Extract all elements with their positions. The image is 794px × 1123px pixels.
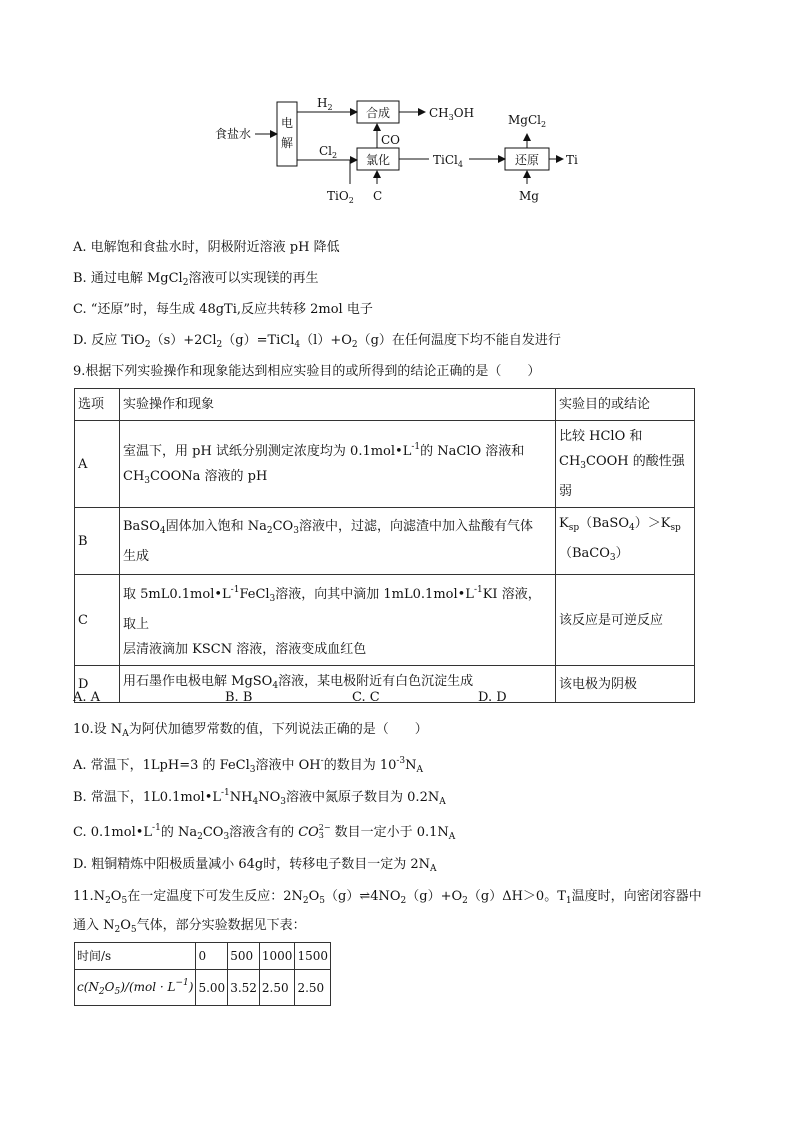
q11-l1-s5: 2 xyxy=(400,896,407,906)
row-c-operation xyxy=(120,575,556,666)
row-d-op-2: 溶液，某电极附近有白色沉淀生成 xyxy=(278,674,474,689)
q8-option-b xyxy=(73,269,318,293)
q10-a-sub2: A xyxy=(416,765,424,775)
row-b-op-3: CO xyxy=(272,518,294,534)
conc-sub2: 5 xyxy=(114,987,121,997)
h2-label: $H_2$ xyxy=(317,96,333,112)
conc-1500: 2.50 xyxy=(295,970,331,1006)
q11-l1-3: 在一定温度下可发生反应：2N xyxy=(127,889,303,904)
q8-d-t2: （s）+2Cl xyxy=(150,333,217,348)
q10-option-a xyxy=(73,751,423,780)
q10-b-4: 溶液中氮原子数目为 0.2N xyxy=(286,790,440,805)
time-0: 0 xyxy=(196,943,228,970)
row-c-op-1: 取 5mL0.1mol•L xyxy=(123,587,231,602)
header-operation: 实验操作和现象 xyxy=(120,389,556,421)
q9-option-d: D. D xyxy=(478,690,507,705)
q10-option-c xyxy=(73,818,455,847)
conc-500: 3.52 xyxy=(228,970,260,1006)
q8-b-text-2: 溶液可以实现镁的再生 xyxy=(188,271,319,286)
table-row xyxy=(75,508,695,575)
carbonate-ion: CO xyxy=(298,825,319,840)
row-c-op-5: 层清液滴加 KSCN 溶液，溶液变成血红色 xyxy=(123,642,367,657)
q10-b-2: NH xyxy=(229,790,253,805)
q11-stem-line1 xyxy=(73,887,702,911)
q11-l1-2: O xyxy=(110,889,122,904)
row-a-op-4: COONa 溶液的 pH xyxy=(150,468,268,484)
q10-c-1: C. 0.1mol•L xyxy=(73,825,153,840)
row-b-res-sub3: sp xyxy=(670,523,681,533)
conc-1000: 2.50 xyxy=(259,970,295,1006)
row-b-res-2: （BaSO xyxy=(579,516,629,531)
q10-a-sup2: -3 xyxy=(396,756,406,766)
row-d-op-1: 用石墨作电极电解 MgSO xyxy=(123,674,273,689)
header-conclusion: 实验目的或结论 xyxy=(556,389,695,421)
row-b-op-sub2: 2 xyxy=(266,525,273,536)
q11-l1-7: （g）ΔH＞0。T xyxy=(467,889,566,904)
q11-l1-s2: 5 xyxy=(121,896,128,906)
table-row xyxy=(75,943,331,970)
q11-l2-s2: 5 xyxy=(130,925,137,935)
q10-c-sub2: 3 xyxy=(223,832,230,842)
row-b-op-1: BaSO xyxy=(123,518,160,534)
row-a-operation xyxy=(120,421,556,508)
q10-d-sub: A xyxy=(430,864,437,874)
q10-option-d xyxy=(73,855,437,879)
electrolysis-char-1: 电 xyxy=(281,116,294,130)
tio2-label: TiO$_2$ xyxy=(327,189,354,205)
reduction-label: 还原 xyxy=(515,153,540,167)
co-label: CO xyxy=(381,133,401,147)
q10-stem xyxy=(73,720,428,744)
q8-d-t5: （g）在任何温度下均不能自发进行 xyxy=(357,333,561,348)
q8-option-c xyxy=(73,300,373,320)
row-b-res-1: K xyxy=(559,516,569,531)
ch3oh-label: $CH_3OH$ xyxy=(429,106,475,122)
row-d-conclusion: 该电极为阴极 xyxy=(556,666,695,703)
row-b-res-sub2: 4 xyxy=(628,523,635,533)
row-b-conclusion xyxy=(556,508,695,575)
row-a-res-2: CH xyxy=(559,454,581,469)
electrolysis-box xyxy=(277,102,297,166)
conc-0: 5.00 xyxy=(196,970,228,1006)
row-b-op-sub1: 4 xyxy=(159,525,166,536)
q11-l2-2: O xyxy=(120,918,131,933)
table-row xyxy=(75,575,695,666)
q10-c-3: CO xyxy=(202,825,224,840)
q8-d-s3: 4 xyxy=(294,340,301,350)
q8-a-text: A. 电解饱和食盐水时，阴极附近溶液 pH 降低 xyxy=(73,240,340,255)
q10-a-3: 的数目为 10 xyxy=(323,758,397,773)
q10-c-4: 溶液含有的 xyxy=(229,825,295,840)
q10-stem-sub: A xyxy=(122,729,129,739)
conc-mid: )/(mol · L xyxy=(120,980,176,994)
q9-option-a: A. A xyxy=(73,690,101,705)
q10-stem-2: 为阿伏加德罗常数的值，下列说法正确的是（ ） xyxy=(128,722,428,737)
row-a-op-1: 室温下，用 pH 试纸分别测定浓度均为 0.1mol•L xyxy=(123,443,412,459)
q9-option-c: C. C xyxy=(352,690,380,705)
q11-l1-s7: 1 xyxy=(565,896,572,906)
flow-svg xyxy=(205,88,595,213)
q10-a-sup1: - xyxy=(320,756,324,766)
row-b-op-sub3: 3 xyxy=(293,525,299,536)
input-label: 食盐水 xyxy=(215,127,252,141)
q11-l1-6: （g）+O xyxy=(406,889,463,904)
q9-stem-text: 9.根据下列实验操作和现象能达到相应实验目的或所得到的结论正确的是（ ） xyxy=(73,364,541,379)
q8-d-s1: 2 xyxy=(144,340,151,350)
q10-c-2: 的 Na xyxy=(160,825,198,840)
q10-b-sup: -1 xyxy=(221,788,230,798)
row-b-op-4: 溶液中，过滤，向滤渣中加入盐酸有气体 xyxy=(298,518,533,534)
q11-l2-s1: 2 xyxy=(114,925,121,935)
q8-c-text: C. “还原”时，每生成 48gTi,反应共转移 2mol 电子 xyxy=(73,302,373,317)
time-1500: 1500 xyxy=(295,943,331,970)
table-row xyxy=(75,421,695,508)
time-1000: 1000 xyxy=(259,943,295,970)
row-a-option: A xyxy=(75,421,120,508)
q11-l1-8: 温度时，向密闭容器中 xyxy=(571,889,702,904)
q8-d-t3: （g）=TiCl xyxy=(222,333,295,348)
ti-label: Ti xyxy=(566,153,578,167)
q11-l1-s3: 2 xyxy=(302,896,309,906)
q8-d-t4: （l）+O xyxy=(300,333,352,348)
carbonate-ion-sub: 3 xyxy=(318,831,324,840)
q11-l1-s1: 2 xyxy=(105,896,111,906)
q9-table xyxy=(74,388,695,703)
row-b-res-3: ）＞K xyxy=(634,516,671,531)
row-c-op-4: KI 溶液，取上 xyxy=(123,587,541,632)
row-c-option: C xyxy=(75,575,120,666)
q11-l1-s6: 2 xyxy=(462,896,468,906)
row-c-op-sub: 3 xyxy=(269,594,276,604)
row-a-op-3: CH xyxy=(123,468,145,484)
conc-end: ) xyxy=(188,980,194,994)
row-c-op-3: 溶液，向其中滴加 1mL0.1mol•L xyxy=(275,587,474,602)
q8-d-t1: D. 反应 TiO xyxy=(73,333,145,348)
row-a-conclusion xyxy=(556,421,695,508)
q11-l1-s4: 5 xyxy=(319,896,325,906)
row-b-option: B xyxy=(75,508,120,575)
synthesis-label: 合成 xyxy=(366,106,391,120)
row-b-operation xyxy=(120,508,556,575)
q8-b-text-1: B. 通过电解 MgCl xyxy=(73,271,183,286)
q11-l2-1: 通入 N xyxy=(73,918,115,933)
ticl4-label: TiCl$_4$ xyxy=(433,153,463,169)
time-label: 时间/s xyxy=(75,943,196,970)
row-b-op-2: 固体加入饱和 Na xyxy=(165,518,267,534)
q8-option-a xyxy=(73,238,340,258)
q9-option-b: B. B xyxy=(225,690,253,705)
q9-stem xyxy=(73,362,540,382)
row-a-res-4: 弱 xyxy=(559,484,573,499)
carbonate-ion-sup: 2− xyxy=(318,823,331,832)
row-b-res-sub4: 3 xyxy=(609,553,616,563)
row-c-op-sup1: -1 xyxy=(230,585,240,595)
q11-table xyxy=(74,942,331,1006)
q8-d-s4: 2 xyxy=(351,340,358,350)
q10-c-sub3: A xyxy=(448,832,456,842)
row-a-op-2: 的 NaClO 溶液和 xyxy=(420,443,525,459)
conc-sub1: 2 xyxy=(98,987,105,997)
q10-b-3: NO xyxy=(258,790,281,805)
q10-a-4: N xyxy=(405,758,417,773)
row-c-conclusion: 该反应是可逆反应 xyxy=(556,575,695,666)
q8-option-d xyxy=(73,331,561,355)
q11-l1-4: O xyxy=(308,889,320,904)
row-d-option: D xyxy=(75,666,120,703)
q10-b-1: B. 常温下，1L0.1mol•L xyxy=(73,790,222,805)
q11-l1-5: （g）⇌4NO xyxy=(325,889,401,904)
mg-label: Mg xyxy=(519,189,539,203)
row-c-op-sup2: -1 xyxy=(473,585,483,595)
row-a-op-sub: 3 xyxy=(144,475,151,486)
q10-a-1: A. 常温下，1LpH=3 的 FeCl xyxy=(73,758,250,773)
conc-sup: −1 xyxy=(175,978,189,988)
chlorination-label: 氯化 xyxy=(366,153,391,167)
table-header-row xyxy=(75,389,695,421)
q10-b-sub2: 3 xyxy=(280,797,287,807)
q10-option-b xyxy=(73,783,446,812)
row-a-res-1: 比较 HClO 和 xyxy=(559,429,643,444)
row-a-res-3: COOH 的酸性强 xyxy=(586,454,685,469)
q10-c-sub1: 2 xyxy=(197,832,203,842)
row-d-op-sub: 4 xyxy=(272,681,279,691)
cl2-label: $Cl_2$ xyxy=(319,144,338,160)
q11-l2-3: 气体，部分实验数据见下表： xyxy=(136,918,306,933)
q11-l1-1: 11.N xyxy=(73,889,106,904)
carbonate-ion-scripts xyxy=(319,824,331,840)
table-row xyxy=(75,970,331,1006)
q10-c-5: 数目一定小于 0.1N xyxy=(334,825,449,840)
q10-d-1: D. 粗铜精炼中阳极质量减小 64g时，转移电子数目一定为 2N xyxy=(73,857,430,872)
process-flow-diagram xyxy=(205,88,595,213)
time-500: 500 xyxy=(228,943,260,970)
row-c-op-2: FeCl xyxy=(239,587,270,602)
row-b-res-4: （BaCO xyxy=(559,546,610,561)
q10-a-sub1: 3 xyxy=(249,765,256,775)
row-a-op-sup: -1 xyxy=(411,441,421,452)
q9-options xyxy=(73,690,633,710)
q10-b-sub3: A xyxy=(439,797,446,807)
q8-d-s2: 2 xyxy=(216,340,223,350)
conc-o: O xyxy=(104,980,115,994)
q10-b-sub1: 4 xyxy=(252,797,259,807)
header-option: 选项 xyxy=(75,389,120,421)
mgcl2-label: MgCl$_2$ xyxy=(508,113,547,129)
q10-stem-1: 10.设 N xyxy=(73,722,123,737)
q8-b-sub: 2 xyxy=(182,278,189,288)
c-label: C xyxy=(373,189,383,203)
conc-n: (N xyxy=(83,980,99,994)
conc-c: c xyxy=(77,980,84,994)
row-b-res-sub1: sp xyxy=(568,523,580,533)
row-b-op-5: 生成 xyxy=(123,548,150,564)
row-a-res-sub: 3 xyxy=(580,461,587,471)
electrolysis-char-2: 解 xyxy=(281,136,294,150)
arrow-tio2 xyxy=(350,160,357,184)
concentration-label xyxy=(75,970,196,1006)
row-b-res-5: ） xyxy=(615,546,629,561)
q10-a-2: 溶液中 OH xyxy=(255,758,321,773)
q11-stem-line2 xyxy=(73,916,306,940)
q10-c-sup: -1 xyxy=(152,823,161,833)
